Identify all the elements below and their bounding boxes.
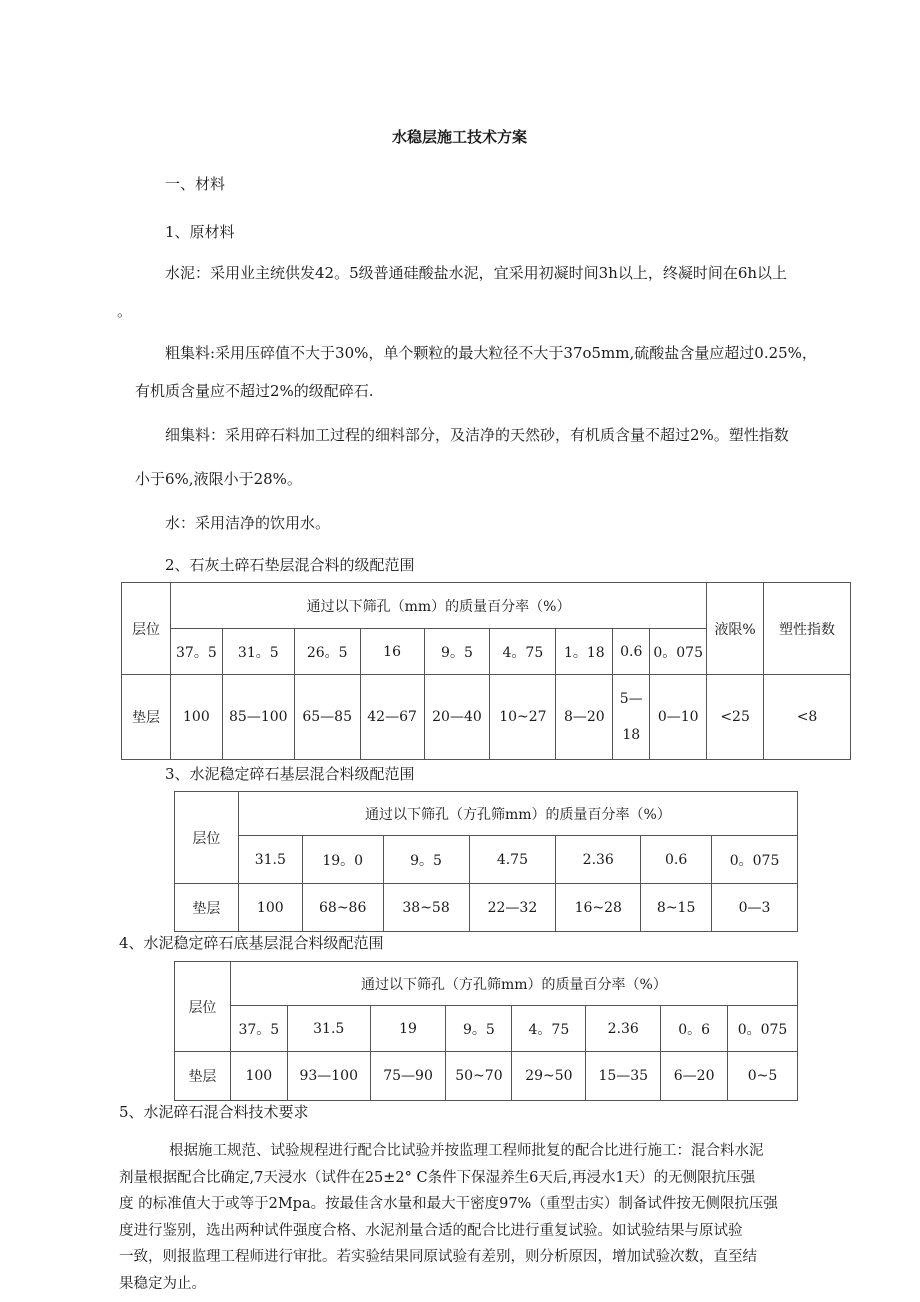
table3-layer-header: 层位: [175, 962, 231, 1052]
table1-layer-header: 层位: [122, 583, 171, 675]
table2-group-header: 通过以下筛孔（方孔筛mm）的质量百分率（%）: [238, 792, 797, 836]
fine-aggregate-line: 细集料：采用碎石料加工过程的细料部分，及洁净的天然砂，有机质含量不超过2%。塑性指数: [165, 426, 789, 444]
table1-caption: 2、石灰土碎石垫层混合料的级配范围: [165, 556, 415, 574]
requirements-line: 剂量根据配合比确定,7天浸水（试件在25±2° C条件下保湿养生6天后,再浸水1天）的无侧限抗压强: [119, 1169, 756, 1186]
page-title: 水稳层施工技术方案: [392, 128, 528, 146]
coarse-aggregate-line: 粗集料:采用压碎值不大于30%，单个颗粒的最大粒径不大于37o5mm,硫酸盐含量应超过0.25%，: [165, 344, 817, 362]
table3-sieve: 2.36: [586, 1006, 661, 1052]
requirements-line: 一致，则报监理工程师进行审批。若实验结果同原试验有差别，则分析原因，增加试验次数，直至结: [119, 1249, 757, 1265]
table2-cell: 68~86: [302, 884, 383, 932]
table1-sieve: 0。075: [650, 629, 707, 675]
requirements-line: 度进行鉴别，选出两种试件强度合格、水泥剂量合适的配合比进行重复试验。如试验结果与原试验: [119, 1222, 743, 1239]
table2-sieve: 0.6: [641, 836, 712, 884]
table1-cell: 0—10: [650, 675, 707, 760]
table3-cell: 75—90: [370, 1052, 446, 1101]
subsection-raw-materials: 1、原材料: [165, 223, 235, 241]
table1-plasticity-header: 塑性指数: [764, 583, 851, 675]
table3-group-header: 通过以下筛孔（方孔筛mm）的质量百分率（%）: [230, 962, 797, 1006]
table2-row-label: 垫层: [175, 884, 239, 932]
requirements-caption: 5、水泥碎石混合料技术要求: [119, 1103, 309, 1121]
table2-sieve: 0。075: [712, 836, 798, 884]
coarse-aggregate-line-cont: 有机质含量应不超过2%的级配碎石.: [135, 382, 374, 400]
table3-cell: 0~5: [728, 1052, 798, 1101]
table1-cell: 65—85: [294, 675, 360, 760]
table3-sieve: 31.5: [287, 1006, 370, 1052]
table1-sieve: 37。5: [170, 629, 222, 675]
table2-cell: 8~15: [641, 884, 712, 932]
table3-sieve: 4。75: [512, 1006, 586, 1052]
table3-cell: 50~70: [446, 1052, 512, 1101]
section-heading-materials: 一、材料: [165, 175, 226, 193]
water-spec: 水：采用洁净的饮用水。: [165, 514, 331, 532]
table1-cell-line: 5—: [619, 691, 643, 707]
table3-cell: 93—100: [287, 1052, 370, 1101]
requirements-paragraph: [119, 1138, 778, 1297]
table1-liquid-limit-header: 液限%: [707, 583, 764, 675]
table3-sieve: 0。075: [728, 1006, 798, 1052]
table1-row-label: 垫层: [122, 675, 171, 760]
table2-cell: 22—32: [469, 884, 556, 932]
table3-sieve: 9。5: [446, 1006, 512, 1052]
table2-sieve: 9。5: [383, 836, 469, 884]
cement-spec-line: 水泥：采用业主统供发42。5级普通硅酸盐水泥，宜采用初凝时间3h以上，终凝时间在6h以上: [165, 264, 788, 282]
table1-cell: 20—40: [424, 675, 490, 760]
table3-sieve: 37。5: [230, 1006, 287, 1052]
table3-cell: 100: [230, 1052, 287, 1101]
table3-cell: 29~50: [512, 1052, 586, 1101]
table2-sieve: 4.75: [469, 836, 556, 884]
table1-cell-split: [613, 675, 650, 760]
table3-cell: 6—20: [661, 1052, 728, 1101]
table2-cell: 38~58: [383, 884, 469, 932]
table3-sieve: 0。6: [661, 1006, 728, 1052]
cement-spec-line-cont: 。: [117, 302, 133, 320]
table2-sieve: 19。0: [302, 836, 383, 884]
table3-row-label: 垫层: [175, 1052, 231, 1101]
table1-group-header: 通过以下筛孔（mm）的质量百分率（%）: [170, 583, 706, 629]
table3-caption: 4、水泥稳定碎石底基层混合料级配范围: [119, 934, 384, 952]
table1-sieve: 4。75: [490, 629, 556, 675]
table1-cell: 42—67: [360, 675, 424, 760]
table1-sieve: 31。5: [222, 629, 294, 675]
table2-cell: 16~28: [556, 884, 641, 932]
table2-caption: 3、水泥稳定碎石基层混合料级配范围: [165, 765, 415, 783]
gradation-table-subbase: [174, 961, 798, 1101]
table2-layer-header: 层位: [175, 792, 239, 884]
table2-sieve: 31.5: [238, 836, 302, 884]
table1-plasticity-value: <8: [764, 675, 851, 760]
gradation-table-base: [174, 791, 798, 932]
table3-sieve: 19: [370, 1006, 446, 1052]
table1-sieve: 26。5: [294, 629, 360, 675]
table1-cell: 10~27: [490, 675, 556, 760]
table1-sieve: 0.6: [613, 629, 650, 675]
table2-cell: 100: [238, 884, 302, 932]
table1-sieve: 9。5: [424, 629, 490, 675]
requirements-line: 果稳定为止。: [119, 1275, 206, 1292]
table3-cell: 15—35: [586, 1052, 661, 1101]
table2-sieve: 2.36: [556, 836, 641, 884]
requirements-line: 度 的标准值大于或等于2Mpa。按最佳含水量和最大干密度97%（重型击实）制备试件按无侧限抗压强: [119, 1196, 778, 1212]
table1-cell: 85—100: [222, 675, 294, 760]
table1-cell-line: 18: [622, 727, 641, 743]
fine-aggregate-line-cont: 小于6%,液限小于28%。: [135, 470, 302, 488]
table1-cell: 8—20: [556, 675, 613, 760]
table1-sieve: 1。18: [556, 629, 613, 675]
requirements-line: 根据施工规范、试验规程进行配合比试验并按监理工程师批复的配合比进行施工：混合料水泥: [169, 1143, 764, 1159]
table1-cell: 100: [170, 675, 222, 760]
table1-liquid-limit-value: <25: [707, 675, 764, 760]
table1-sieve: 16: [360, 629, 424, 675]
gradation-table-cushion: [121, 582, 851, 760]
table2-cell: 0—3: [712, 884, 798, 932]
